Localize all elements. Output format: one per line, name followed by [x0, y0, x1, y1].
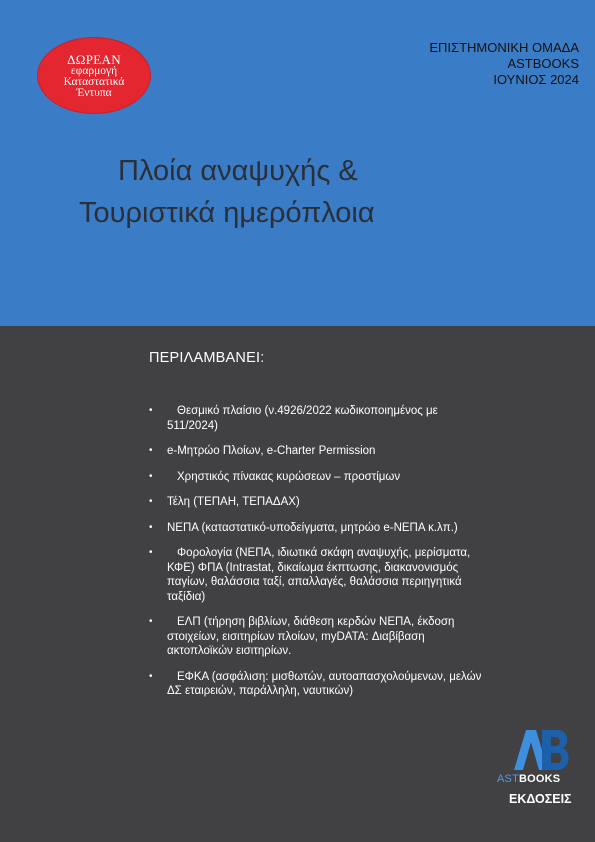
- contents-item-text: Τέλη (ΤΕΠΑΗ, ΤΕΠΑΔΑΧ): [167, 496, 300, 508]
- bullet-icon: •: [149, 670, 153, 682]
- contents-item: [148, 546, 488, 604]
- contents-item-text: Φορολογία (ΝΕΠΑ, ιδιωτικά σκάφη αναψυχής, μερίσματα, ΚΦΕ) ΦΠΑ (Intrastat, δικαίωμα έκπτωσης, διακανονισμός παγίων, θαλάσσια ταξί, απαλλαγές, θαλάσσια περιηγητικά ταξίδια): [167, 547, 471, 603]
- contents-item: [148, 495, 488, 510]
- contents-item-text: Θεσμικό πλαίσιο (ν.4926/2022 κωδικοποιημένος με 511/2024): [167, 405, 438, 432]
- bullet-icon: •: [149, 445, 153, 456]
- publisher-label: ΕΚΔΟΣΕΙΣ: [509, 792, 572, 806]
- seal-line-1: ΔΩΡΕΑΝ: [67, 51, 121, 67]
- publication-date: ΙΟΥΝΙΟΣ 2024: [493, 72, 579, 87]
- contents-item-text: ΝΕΠΑ (καταστατικό-υποδείγματα, μητρώο e-ΝΕΠΑ κ.λπ.): [167, 521, 458, 534]
- contents-heading: ΠΕΡΙΛΑΜΒΑΝΕΙ:: [149, 350, 265, 366]
- book-title: [0, 150, 595, 234]
- contents-item: [148, 521, 488, 536]
- ab-logo-icon: [512, 728, 572, 770]
- bullet-icon: •: [149, 405, 153, 416]
- bullet-icon: •: [149, 496, 153, 507]
- author-team: ΕΠΙΣΤΗΜΟΝΙΚΗ ΟΜΑΔΑ: [429, 40, 579, 55]
- bullet-icon: •: [149, 470, 153, 482]
- seal-line-4: Έντυπα: [76, 86, 112, 99]
- brand-prefix: AST: [497, 773, 519, 785]
- contents-item-text: ΕΦΚΑ (ασφάλιση: μισθωτών, αυτοαπασχολούμενων, μελών ΔΣ εταιρειών, παράλληλη, ναυτικών): [167, 670, 482, 697]
- seal-line-2: εφαρμογή: [70, 64, 118, 77]
- author-info: [429, 40, 579, 88]
- bullet-icon: •: [149, 521, 153, 533]
- book-title-line-1: Πλοία αναψυχής &: [118, 155, 358, 187]
- contents-item-text: e-Μητρώο Πλοίων, e-Charter Permission: [167, 445, 376, 457]
- contents-item: [148, 670, 488, 699]
- contents-item: [148, 444, 488, 459]
- publisher-brand: [497, 773, 560, 785]
- author-name: ASTBOOKS: [507, 56, 579, 71]
- cover-top-band: [0, 0, 595, 326]
- contents-item: [148, 615, 488, 659]
- brand-suffix: BOOKS: [519, 773, 561, 785]
- contents-item-text: ΕΛΠ (τήρηση βιβλίων, διάθεση κερδών ΝΕΠΑ, έκδοση στοιχείων, εισιτηρίων πλοίων, myDATA: Διαβίβαση ακτοπλοϊκών εισιτηρίων.: [167, 616, 455, 657]
- seal-line-3: Καταστατικά: [63, 75, 125, 88]
- bullet-icon: •: [149, 547, 153, 558]
- contents-item-text: Χρηστικός πίνακας κυρώσεων – προστίμων: [177, 470, 401, 483]
- book-title-line-2: Τουριστικά ημερόπλοια: [79, 197, 375, 229]
- contents-item: [148, 470, 488, 485]
- free-app-seal: [38, 38, 150, 113]
- contents-item: [148, 404, 488, 433]
- contents-list: [148, 404, 488, 710]
- bullet-icon: •: [149, 616, 153, 627]
